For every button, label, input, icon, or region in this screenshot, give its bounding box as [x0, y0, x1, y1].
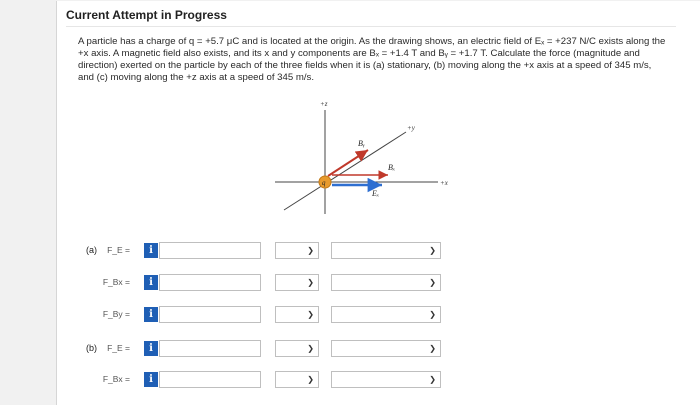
chevron-down-icon: ❯: [307, 278, 314, 287]
force-symbol: F_Bx =: [102, 374, 130, 384]
info-icon[interactable]: i: [144, 307, 158, 322]
bx-label: Bₓ: [388, 163, 396, 172]
answer-row-a-fe: [0, 240, 700, 262]
units-dropdown[interactable]: [275, 306, 319, 323]
magnitude-input[interactable]: [159, 340, 261, 357]
by-arrow: [328, 150, 368, 176]
answer-row-a-fby: [0, 304, 700, 326]
force-symbol: F_By =: [102, 309, 130, 319]
magnitude-input[interactable]: [159, 242, 261, 259]
page-title: Current Attempt in Progress: [66, 8, 227, 22]
part-label: (a): [86, 245, 97, 255]
direction-dropdown[interactable]: [331, 274, 441, 291]
chevron-down-icon: ❯: [429, 246, 436, 255]
chevron-down-icon: ❯: [307, 344, 314, 353]
chevron-down-icon: ❯: [429, 310, 436, 319]
chevron-down-icon: ❯: [307, 310, 314, 319]
direction-dropdown[interactable]: [331, 340, 441, 357]
chevron-down-icon: ❯: [429, 375, 436, 384]
chevron-down-icon: ❯: [429, 278, 436, 287]
magnitude-input[interactable]: [159, 306, 261, 323]
answer-row-a-fbx: [0, 272, 700, 294]
info-icon[interactable]: i: [144, 275, 158, 290]
by-label: Bᵧ: [358, 139, 365, 148]
force-symbol: F_E =: [107, 245, 130, 255]
info-icon[interactable]: i: [144, 243, 158, 258]
units-dropdown[interactable]: [275, 274, 319, 291]
answer-row-b-fbx: [0, 369, 700, 391]
magnitude-input[interactable]: [159, 274, 261, 291]
answer-row-b-fe: [0, 338, 700, 360]
direction-dropdown[interactable]: [331, 306, 441, 323]
info-icon[interactable]: i: [144, 341, 158, 356]
direction-dropdown[interactable]: [331, 371, 441, 388]
info-icon[interactable]: i: [144, 372, 158, 387]
charge-label: q: [322, 179, 326, 187]
force-symbol: F_E =: [107, 343, 130, 353]
z-axis-label: +z: [320, 100, 328, 108]
direction-dropdown[interactable]: [331, 242, 441, 259]
field-diagram-svg: [270, 96, 460, 216]
x-axis-label: +x: [440, 179, 448, 187]
y-axis-label: +y: [407, 124, 415, 132]
part-label: (b): [86, 343, 97, 353]
units-dropdown[interactable]: [275, 371, 319, 388]
header-divider: [66, 26, 676, 27]
units-dropdown[interactable]: [275, 340, 319, 357]
units-dropdown[interactable]: [275, 242, 319, 259]
force-symbol: F_Bx =: [102, 277, 130, 287]
chevron-down-icon: ❯: [429, 344, 436, 353]
magnitude-input[interactable]: [159, 371, 261, 388]
chevron-down-icon: ❯: [307, 375, 314, 384]
ex-label: Eₓ: [372, 189, 380, 198]
problem-statement: A particle has a charge of q = +5.7 μC and is located at the origin. As the drawing shows, an electric field of Eₓ = +237 N/C exists along the +x axis. A magnetic field also exists, and its x and y components are Bₓ = +1.4 T and Bᵧ = +1.7 T. Calculate the force (magnitude and direction) exerted on the particle by each of the three fields when it is (a) stationary, (b) moving along the +x axis at a speed of 345 m/s, and (c) moving along the +z axis at a speed of 345 m/s.: [78, 36, 666, 83]
field-diagram: [270, 96, 460, 216]
chevron-down-icon: ❯: [307, 246, 314, 255]
